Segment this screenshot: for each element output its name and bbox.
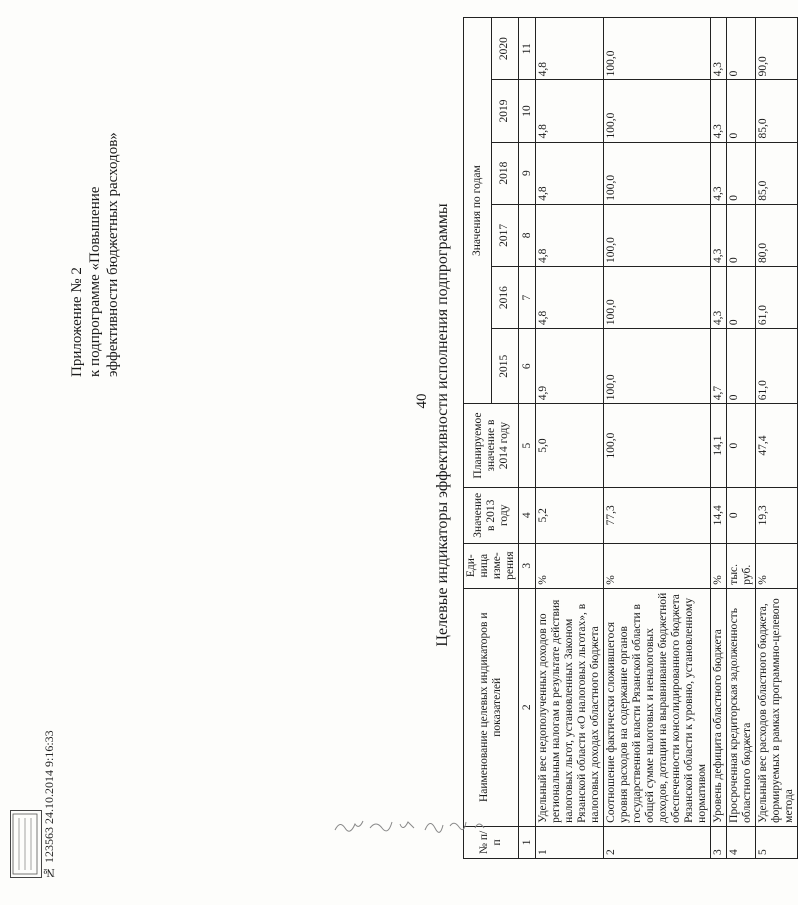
header-name: Наименование целевых индикаторов и показателей bbox=[464, 588, 519, 826]
header-year: 2019 bbox=[491, 80, 519, 142]
column-numbers-row bbox=[519, 18, 536, 859]
stamp-icon bbox=[11, 812, 39, 876]
row-value-2013: 19,3 bbox=[756, 487, 798, 543]
handwriting-marks bbox=[330, 800, 500, 840]
row-year-value: 4,8 bbox=[536, 266, 604, 328]
row-num: 4 bbox=[727, 826, 756, 858]
page-number: 40 bbox=[414, 393, 430, 409]
table-row bbox=[727, 18, 756, 859]
header-value-2013: Значение в 2013 году bbox=[464, 487, 519, 543]
column-number: 5 bbox=[519, 404, 536, 488]
row-plan-2014: 0 bbox=[727, 404, 756, 488]
row-name: Соотношение фактически сложившегося уровня расходов на содержание органов государственной власти Рязанской области в общей сумме налоговых и неналоговых доходов, дотации на выравнивание бюджетной обеспеченности консолидированного бюджета Рязанской области к уровню, установленному нормативом bbox=[604, 588, 711, 826]
row-name: Удельный вес расходов областного бюджета, формируемых в рамках программно-целевого метода bbox=[756, 588, 798, 826]
row-value-2013: 77,3 bbox=[604, 487, 711, 543]
row-unit: % bbox=[711, 543, 727, 588]
appendix-line-1: Приложение № 2 bbox=[69, 267, 85, 377]
row-year-value: 61,0 bbox=[756, 266, 798, 328]
appendix-heading bbox=[68, 47, 122, 377]
row-year-value: 4,8 bbox=[536, 204, 604, 266]
row-year-value: 100,0 bbox=[604, 80, 711, 142]
column-number: 3 bbox=[519, 543, 536, 588]
row-unit: % bbox=[756, 543, 798, 588]
row-plan-2014: 5,0 bbox=[536, 404, 604, 488]
row-unit: тыс. руб. bbox=[727, 543, 756, 588]
appendix-line-2: к подпрограмме «Повышение bbox=[87, 186, 103, 377]
row-value-2013: 0 bbox=[727, 487, 756, 543]
header-unit: Еди- ница изме- рения bbox=[464, 543, 519, 588]
row-year-value: 4,3 bbox=[711, 18, 727, 80]
header-year: 2020 bbox=[491, 18, 519, 80]
row-year-value: 100,0 bbox=[604, 204, 711, 266]
header-row-1 bbox=[464, 18, 492, 859]
row-plan-2014: 100,0 bbox=[604, 404, 711, 488]
row-year-value: 0 bbox=[727, 80, 756, 142]
table-row bbox=[756, 18, 798, 859]
row-year-value: 90,0 bbox=[756, 18, 798, 80]
column-number: 10 bbox=[519, 80, 536, 142]
row-plan-2014: 14,1 bbox=[711, 404, 727, 488]
row-year-value: 4,8 bbox=[536, 18, 604, 80]
column-number: 2 bbox=[519, 588, 536, 826]
column-number: 8 bbox=[519, 204, 536, 266]
column-number: 6 bbox=[519, 329, 536, 404]
row-year-value: 4,9 bbox=[536, 329, 604, 404]
row-year-value: 80,0 bbox=[756, 204, 798, 266]
table-row bbox=[536, 18, 604, 859]
row-value-2013: 5,2 bbox=[536, 487, 604, 543]
row-name: Удельный вес недополученных доходов по региональным налогам в результате действия налоговых льгот, установленных Законом Рязанской области «О налоговых льготах», в налоговых доходах областного бюджета bbox=[536, 588, 604, 826]
row-year-value: 100,0 bbox=[604, 329, 711, 404]
row-year-value: 4,7 bbox=[711, 329, 727, 404]
row-num: 2 bbox=[604, 826, 711, 858]
row-year-value: 4,3 bbox=[711, 80, 727, 142]
document-id: № 123563 24.10.2014 9:16:33 bbox=[42, 730, 56, 880]
column-number: 11 bbox=[519, 18, 536, 80]
table-title: Целевые индикаторы эффективности исполнения подпрограммы bbox=[434, 203, 451, 647]
row-value-2013: 14,4 bbox=[711, 487, 727, 543]
header-by-years: Значения по годам bbox=[464, 18, 492, 404]
column-number: 9 bbox=[519, 142, 536, 204]
header-num: № п/п bbox=[464, 826, 519, 858]
indicators-table bbox=[463, 17, 798, 859]
header-year: 2015 bbox=[491, 329, 519, 404]
row-year-value: 0 bbox=[727, 266, 756, 328]
row-year-value: 100,0 bbox=[604, 142, 711, 204]
row-unit: % bbox=[604, 543, 711, 588]
table-row bbox=[604, 18, 711, 859]
header-year: 2017 bbox=[491, 204, 519, 266]
header-year: 2016 bbox=[491, 266, 519, 328]
row-name: Уровень дефицита областного бюджета bbox=[711, 588, 727, 826]
row-year-value: 100,0 bbox=[604, 18, 711, 80]
column-number: 7 bbox=[519, 266, 536, 328]
row-year-value: 4,8 bbox=[536, 142, 604, 204]
row-year-value: 0 bbox=[727, 142, 756, 204]
registration-stamp bbox=[10, 810, 42, 878]
row-year-value: 4,3 bbox=[711, 142, 727, 204]
row-year-value: 0 bbox=[727, 18, 756, 80]
rotated-content bbox=[18, 0, 795, 885]
row-year-value: 61,0 bbox=[756, 329, 798, 404]
row-plan-2014: 47,4 bbox=[756, 404, 798, 488]
header-plan-2014: Планируемое значение в 2014 году bbox=[464, 404, 519, 488]
row-year-value: 4,8 bbox=[536, 80, 604, 142]
row-year-value: 85,0 bbox=[756, 80, 798, 142]
row-year-value: 4,3 bbox=[711, 204, 727, 266]
appendix-line-3: эффективности бюджетных расходов» bbox=[105, 132, 121, 377]
row-year-value: 100,0 bbox=[604, 266, 711, 328]
header-year: 2018 bbox=[491, 142, 519, 204]
table-row bbox=[711, 18, 727, 859]
column-number: 1 bbox=[519, 826, 536, 858]
row-name: Просроченная кредиторская задолженность областного бюджета bbox=[727, 588, 756, 826]
row-num: 3 bbox=[711, 826, 727, 858]
row-year-value: 0 bbox=[727, 204, 756, 266]
row-num: 1 bbox=[536, 826, 604, 858]
row-unit: % bbox=[536, 543, 604, 588]
column-number: 4 bbox=[519, 487, 536, 543]
row-year-value: 85,0 bbox=[756, 142, 798, 204]
row-year-value: 0 bbox=[727, 329, 756, 404]
row-year-value: 4,3 bbox=[711, 266, 727, 328]
row-num: 5 bbox=[756, 826, 798, 858]
